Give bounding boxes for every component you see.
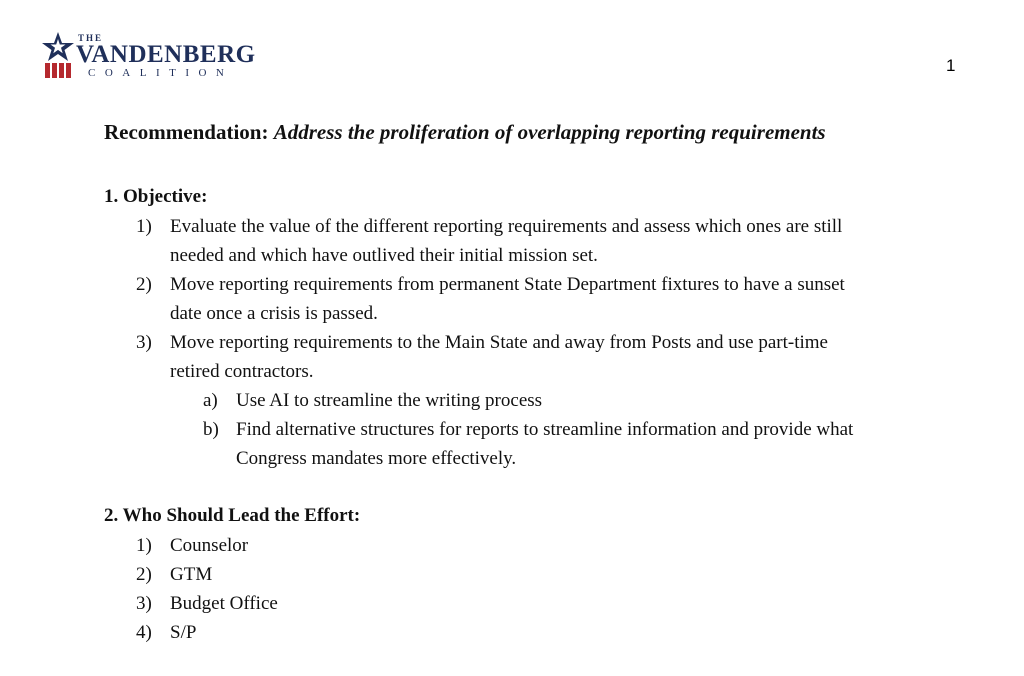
objective-item-text: needed and which have outlived their initial mission set. (170, 245, 598, 266)
star-stripes-logo-icon (40, 30, 76, 80)
objective-item-text: Evaluate the value of the different reporting requirements and assess which ones are still (170, 216, 843, 237)
objective-section-title: 1. Objective: (104, 186, 208, 207)
objective-item-number: 1) (136, 216, 152, 237)
recommendation-label: Recommendation: (104, 120, 269, 144)
objective-item-text: Move reporting requirements from permanent State Department fixtures to have a sunset (170, 274, 845, 295)
logo-name-text: VANDENBERG (76, 41, 256, 68)
lead-item-number: 4) (136, 622, 152, 643)
logo-coalition-text: COALITION (88, 67, 234, 79)
lead-item-number: 1) (136, 535, 152, 556)
lead-effort-section-title: 2. Who Should Lead the Effort: (104, 505, 361, 526)
lead-item-number: 3) (136, 593, 152, 614)
lead-item-number: 2) (136, 564, 152, 585)
page-number: 1 (946, 56, 956, 75)
objective-item-text: date once a crisis is passed. (170, 303, 378, 324)
objective-item-text: Move reporting requirements to the Main State and away from Posts and use part-time (170, 332, 828, 353)
objective-item-number: 3) (136, 332, 152, 353)
lead-item-text: S/P (170, 622, 197, 643)
objective-subitem-text: Congress mandates more effectively. (236, 448, 517, 469)
objective-item-number: 2) (136, 274, 152, 295)
lead-item-text: Counselor (170, 535, 249, 556)
objective-subitem-text: Find alternative structures for reports to streamline information and provide what (236, 419, 854, 440)
recommendation-title: Address the proliferation of overlapping reporting requirements (273, 120, 826, 144)
objective-subitem-text: Use AI to streamline the writing process (236, 390, 543, 411)
logo-the-text: THE (78, 33, 104, 43)
lead-item-text: Budget Office (170, 593, 278, 614)
vandenberg-logo (40, 30, 270, 84)
objective-subitem-letter: b) (203, 419, 219, 440)
objective-subitem-letter: a) (203, 390, 218, 411)
recommendation-heading (104, 120, 826, 145)
objective-item-text: retired contractors. (170, 361, 314, 382)
lead-item-text: GTM (170, 564, 213, 585)
